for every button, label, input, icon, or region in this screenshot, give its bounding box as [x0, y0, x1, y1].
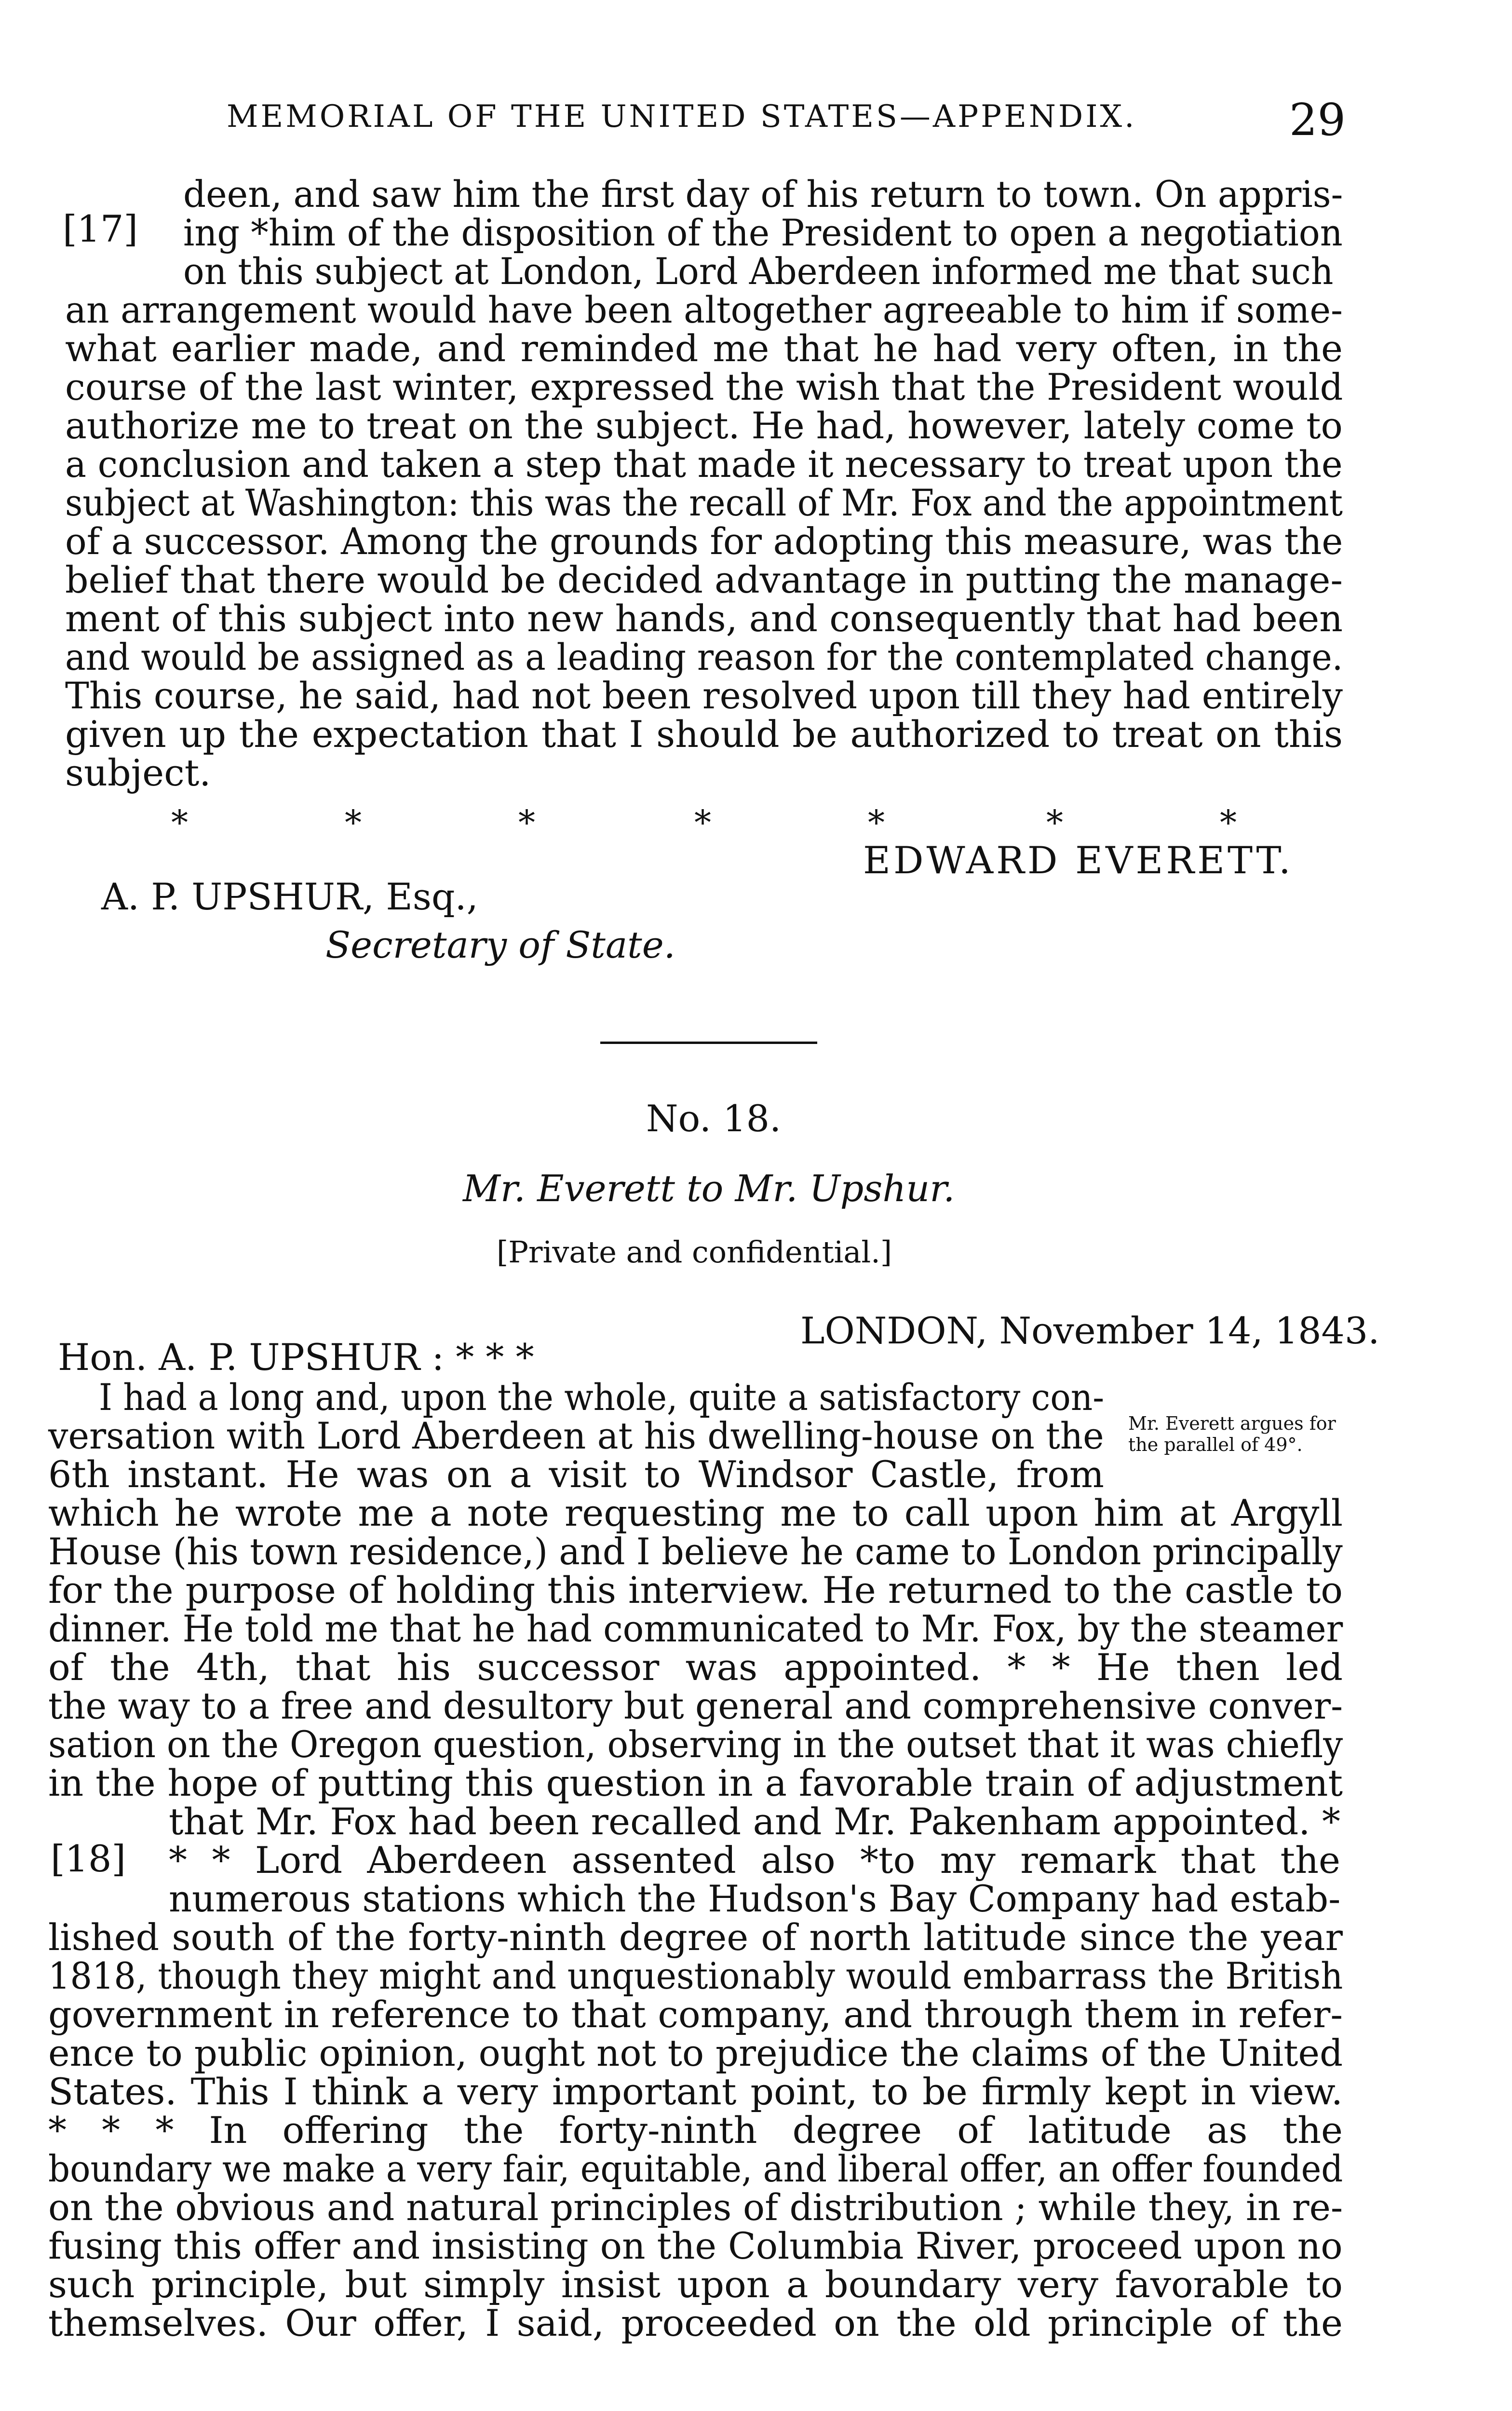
- text-line: on the obvious and natural principles of distribution ; while they, in re-: [48, 2186, 1343, 2229]
- section-divider: [600, 1042, 817, 1044]
- text-line: belief that there would be decided advantage in putting the manage-: [65, 558, 1343, 601]
- signature: EDWARD EVERETT.: [863, 839, 1294, 882]
- asterisk: *: [1046, 803, 1063, 842]
- dateline: LONDON, November 14, 1843.: [800, 1309, 1380, 1352]
- addressee-title: Secretary of State.: [325, 923, 675, 966]
- text-line: lished south of the forty-ninth degree of north latitude since the year: [48, 1916, 1343, 1959]
- text-line: course of the last winter, expressed the wish that the President would: [65, 366, 1343, 408]
- text-line: ence to public opinion, ought not to prejudice the claims of the United: [48, 2032, 1343, 2074]
- text-line: fusing this offer and insisting on the Columbia River, proceed upon no: [48, 2224, 1343, 2267]
- asterisk: *: [1220, 803, 1237, 842]
- text-line: that Mr. Fox had been recalled and Mr. Pakenham appointed. *: [169, 1800, 1340, 1843]
- text-line: States. This I think a very important point, to be firmly kept in view.: [48, 2070, 1343, 2113]
- addressee: A. P. UPSHUR, Esq.,: [101, 875, 478, 918]
- asterisk: *: [345, 803, 362, 842]
- text-line: 6th instant. He was on a visit to Windsor Castle, from: [48, 1453, 1104, 1496]
- document-number: No. 18.: [646, 1097, 782, 1140]
- margin-note: Mr. Everett argues for the parallel of 49°.: [1128, 1413, 1336, 1455]
- text-line: dinner. He told me that he had communicated to Mr. Fox, by the steamer: [48, 1607, 1343, 1650]
- text-line: and would be assigned as a leading reason for the contemplated change.: [65, 636, 1343, 678]
- text-line: what earlier made, and reminded me that he had very often, in the: [65, 327, 1343, 370]
- text-line: ment of this subject into new hands, and consequently that had been: [65, 597, 1343, 640]
- text-line: numerous stations which the Hudson's Bay Company had estab-: [169, 1877, 1341, 1920]
- text-line: boundary we make a very fair, equitable, and liberal offer, an offer founded: [48, 2147, 1343, 2190]
- text-line: in the hope of putting this question in a favorable train of adjustment: [48, 1761, 1343, 1804]
- text-line: This course, he said, had not been resolved upon till they had entirely: [65, 674, 1343, 717]
- text-line: such principle, but simply insist upon a boundary very favorable to: [48, 2263, 1343, 2306]
- document-title: Mr. Everett to Mr. Upshur.: [463, 1167, 955, 1210]
- text-line: * * Lord Aberdeen assented also *to my remark that the: [169, 1839, 1340, 1882]
- text-line: subject at Washington: this was the recall of Mr. Fox and the appointment: [65, 481, 1343, 524]
- text-line: of the 4th, that his successor was appointed. * * He then led: [48, 1646, 1343, 1689]
- text-line: House (his town residence,) and I believe he came to London principally: [48, 1530, 1343, 1573]
- page-reference-17: [17]: [63, 207, 138, 250]
- salutation: Hon. A. P. UPSHUR : * * *: [58, 1336, 534, 1379]
- asterisk: *: [171, 803, 188, 842]
- text-line: a conclusion and taken a step that made it necessary to treat upon the: [65, 443, 1343, 486]
- text-line: sation on the Oregon question, observing in the outset that it was chiefly: [48, 1723, 1343, 1766]
- text-line: government in reference to that company, and through them in refer-: [48, 1993, 1343, 2036]
- text-line: ing *him of the disposition of the President to open a negotiation: [183, 211, 1343, 254]
- text-line: deen, and saw him the first day of his return to town. On appris-: [183, 173, 1343, 216]
- text-line: which he wrote me a note requesting me to call upon him at Argyll: [48, 1491, 1343, 1534]
- text-line: authorize me to treat on the subject. He had, however, lately come to: [65, 404, 1343, 447]
- text-line: on this subject at London, Lord Aberdeen informed me that such: [183, 250, 1334, 293]
- running-head: MEMORIAL OF THE UNITED STATES—APPENDIX.: [227, 99, 1137, 135]
- text-line: for the purpose of holding this interview. He returned to the castle to: [48, 1569, 1343, 1612]
- text-line: of a successor. Among the grounds for adopting this measure, was the: [65, 520, 1343, 563]
- text-line: * * * In offering the forty-ninth degree of latitude as the: [48, 2109, 1343, 2152]
- text-line: subject.: [65, 751, 211, 794]
- confidential-note: [Private and confidential.]: [497, 1234, 892, 1270]
- text-line: an arrangement would have been altogether agreeable to him if some-: [65, 288, 1343, 331]
- asterisk: *: [868, 803, 885, 842]
- text-line: 1818, though they might and unquestionably would embarrass the British: [48, 1954, 1343, 1997]
- text-line: the way to a free and desultory but general and comprehensive conver-: [48, 1684, 1343, 1727]
- text-line: versation with Lord Aberdeen at his dwelling-house on the: [48, 1414, 1104, 1457]
- text-line: given up the expectation that I should be authorized to treat on this: [65, 713, 1343, 756]
- asterisk: *: [518, 803, 535, 842]
- asterisk: *: [694, 803, 711, 842]
- page-reference-18: [18]: [51, 1837, 126, 1880]
- page-number: 29: [1289, 94, 1346, 146]
- text-line: themselves. Our offer, I said, proceeded on the old principle of the: [48, 2302, 1343, 2344]
- text-line: I had a long and, upon the whole, quite a satisfactory con-: [99, 1376, 1105, 1419]
